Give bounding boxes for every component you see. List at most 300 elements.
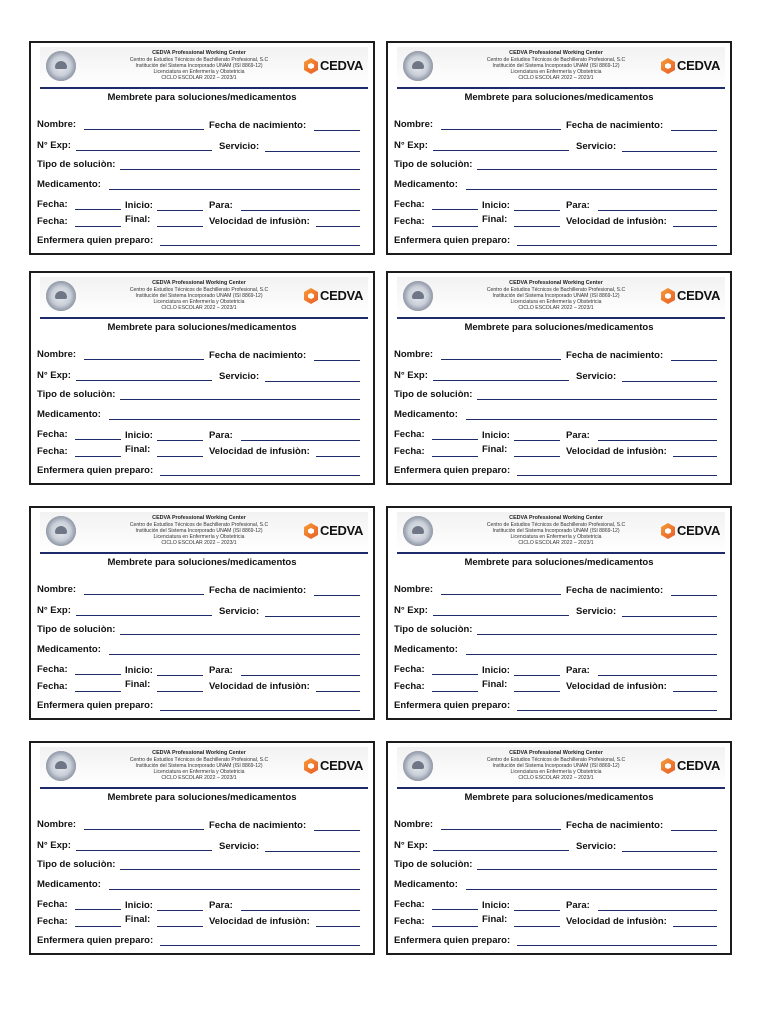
- fecha-label: Fecha:: [37, 429, 68, 440]
- servicio-field[interactable]: [265, 616, 360, 617]
- no-exp-field[interactable]: [76, 850, 212, 851]
- nombre-field[interactable]: [441, 594, 561, 595]
- velocidad-infusion-label: Velocidad de infusiòn:: [209, 446, 310, 457]
- cedva-cube-icon: [661, 758, 675, 774]
- inicio-field[interactable]: [157, 675, 203, 676]
- para-label: Para:: [566, 200, 590, 211]
- final-field[interactable]: [514, 691, 560, 692]
- institution-info: [90, 50, 308, 81]
- tipo-solucion-label: Tipo de soluciòn:: [394, 624, 473, 635]
- institution-info: [447, 515, 665, 546]
- enfermera-field[interactable]: [517, 945, 717, 946]
- final-field[interactable]: [157, 691, 203, 692]
- no-exp-field[interactable]: [433, 380, 569, 381]
- para-field[interactable]: [241, 675, 360, 676]
- para-field[interactable]: [241, 910, 360, 911]
- no-exp-label: N° Exp:: [394, 140, 428, 151]
- fecha-field[interactable]: [75, 674, 121, 675]
- inicio-label: Inicio:: [125, 900, 153, 911]
- org-line: Institución del Sistema Incorporado UNAM (ISI 8869-12): [492, 763, 620, 770]
- servicio-label: Servicio:: [576, 371, 617, 382]
- nombre-label: Nombre:: [394, 119, 434, 130]
- org-line: Centro de Estudios Técnicos de Bachillerato Profesional, S.C: [129, 522, 269, 528]
- fecha-label-2: Fecha:: [394, 681, 425, 692]
- final-field[interactable]: [514, 226, 560, 227]
- cedva-cube-icon: [304, 758, 318, 774]
- cedva-cube-icon: [304, 288, 318, 304]
- cedva-cube-icon: [304, 58, 318, 74]
- no-exp-label: N° Exp:: [37, 370, 71, 381]
- medicamento-label: Medicamento:: [37, 644, 101, 655]
- final-label: Final:: [482, 679, 508, 690]
- fecha-nacimiento-label: Fecha de nacimiento:: [566, 120, 664, 131]
- fecha-label: Fecha:: [394, 429, 425, 440]
- cedva-logo: [304, 56, 362, 78]
- card-header: [40, 47, 368, 89]
- servicio-label: Servicio:: [219, 606, 260, 617]
- enfermera-label: Enfermera quien preparo:: [394, 235, 511, 246]
- cedva-logo: [304, 286, 362, 308]
- velocidad-infusion-label: Velocidad de infusiòn:: [566, 916, 667, 927]
- fecha-field-2[interactable]: [75, 226, 121, 227]
- fecha-nacimiento-field[interactable]: [314, 595, 360, 596]
- velocidad-infusion-label: Velocidad de infusiòn:: [209, 681, 310, 692]
- medicamento-field[interactable]: [109, 889, 360, 890]
- final-label: Final:: [125, 444, 151, 455]
- no-exp-field[interactable]: [433, 615, 569, 616]
- cedva-brand-text: CEDVA: [677, 758, 721, 773]
- no-exp-label: N° Exp:: [394, 370, 428, 381]
- org-line: Centro de Estudios Técnicos de Bachillerato Profesional, S.C: [129, 757, 269, 763]
- org-line: Institución del Sistema Incorporado UNAM (ISI 8869-12): [135, 63, 263, 70]
- medicamento-field[interactable]: [466, 889, 717, 890]
- org-name: CEDVA Professional Working Center: [509, 750, 603, 756]
- fecha-nacimiento-field[interactable]: [671, 595, 717, 596]
- para-label: Para:: [566, 430, 590, 441]
- velocidad-infusion-field[interactable]: [673, 691, 717, 692]
- no-exp-field[interactable]: [433, 850, 569, 851]
- fecha-nacimiento-label: Fecha de nacimiento:: [566, 585, 664, 596]
- fecha-label: Fecha:: [37, 899, 68, 910]
- org-line: Licenciatura en Enfermería y Obstetricia: [153, 534, 245, 541]
- medicamento-field[interactable]: [109, 189, 360, 190]
- para-field[interactable]: [241, 210, 360, 211]
- org-line: CICLO ESCOLAR 2022 – 2023/1: [518, 75, 594, 82]
- fecha-nacimiento-label: Fecha de nacimiento:: [566, 820, 664, 831]
- enfermera-field[interactable]: [517, 245, 717, 246]
- org-line: Licenciatura en Enfermería y Obstetricia: [153, 69, 245, 76]
- para-label: Para:: [209, 665, 233, 676]
- cedva-logo: [661, 56, 719, 78]
- para-label: Para:: [209, 430, 233, 441]
- enfermera-label: Enfermera quien preparo:: [394, 935, 511, 946]
- velocidad-infusion-field[interactable]: [316, 226, 360, 227]
- fecha-label-2: Fecha:: [37, 216, 68, 227]
- servicio-field[interactable]: [265, 851, 360, 852]
- nombre-field[interactable]: [84, 359, 204, 360]
- servicio-field[interactable]: [265, 381, 360, 382]
- label-card: [386, 741, 732, 955]
- nombre-field[interactable]: [84, 129, 204, 130]
- nombre-field[interactable]: [441, 129, 561, 130]
- unam-seal-icon: [403, 51, 433, 81]
- medicamento-field[interactable]: [466, 654, 717, 655]
- medicamento-label: Medicamento:: [37, 409, 101, 420]
- no-exp-label: N° Exp:: [394, 840, 428, 851]
- org-line: Licenciatura en Enfermería y Obstetricia: [153, 769, 245, 776]
- inicio-label: Inicio:: [125, 200, 153, 211]
- fecha-nacimiento-label: Fecha de nacimiento:: [209, 120, 307, 131]
- velocidad-infusion-label: Velocidad de infusiòn:: [209, 916, 310, 927]
- final-label: Final:: [125, 679, 151, 690]
- no-exp-field[interactable]: [76, 150, 212, 151]
- fecha-field[interactable]: [432, 439, 478, 440]
- final-label: Final:: [482, 214, 508, 225]
- nombre-label: Nombre:: [37, 119, 77, 130]
- final-field[interactable]: [157, 456, 203, 457]
- fecha-label-2: Fecha:: [37, 916, 68, 927]
- para-label: Para:: [566, 900, 590, 911]
- cedva-logo: [304, 756, 362, 778]
- label-card: [29, 41, 375, 255]
- org-line: Licenciatura en Enfermería y Obstetricia: [153, 299, 245, 306]
- enfermera-field[interactable]: [160, 945, 360, 946]
- inicio-field[interactable]: [514, 675, 560, 676]
- nombre-field[interactable]: [441, 359, 561, 360]
- fecha-nacimiento-field[interactable]: [671, 830, 717, 831]
- inicio-field[interactable]: [514, 210, 560, 211]
- inicio-field[interactable]: [157, 440, 203, 441]
- label-card: [29, 506, 375, 720]
- org-line: CICLO ESCOLAR 2022 – 2023/1: [518, 540, 594, 547]
- para-field[interactable]: [241, 440, 360, 441]
- fecha-nacimiento-label: Fecha de nacimiento:: [209, 350, 307, 361]
- org-line: CICLO ESCOLAR 2022 – 2023/1: [161, 775, 237, 782]
- fecha-nacimiento-label: Fecha de nacimiento:: [566, 350, 664, 361]
- enfermera-label: Enfermera quien preparo:: [394, 700, 511, 711]
- tipo-solucion-label: Tipo de soluciòn:: [37, 389, 116, 400]
- final-field[interactable]: [514, 926, 560, 927]
- enfermera-field[interactable]: [517, 475, 717, 476]
- fecha-field-2[interactable]: [75, 691, 121, 692]
- nombre-field[interactable]: [441, 829, 561, 830]
- inicio-field[interactable]: [514, 910, 560, 911]
- fecha-label: Fecha:: [37, 199, 68, 210]
- no-exp-field[interactable]: [433, 150, 569, 151]
- enfermera-label: Enfermera quien preparo:: [37, 935, 154, 946]
- fecha-label: Fecha:: [394, 899, 425, 910]
- nombre-field[interactable]: [84, 829, 204, 830]
- org-line: CICLO ESCOLAR 2022 – 2023/1: [518, 305, 594, 312]
- medicamento-label: Medicamento:: [394, 179, 458, 190]
- fecha-label-2: Fecha:: [394, 916, 425, 927]
- servicio-field[interactable]: [622, 151, 717, 152]
- inicio-field[interactable]: [157, 910, 203, 911]
- cedva-logo: [661, 756, 719, 778]
- unam-seal-icon: [403, 281, 433, 311]
- fecha-label: Fecha:: [37, 664, 68, 675]
- cedva-brand-text: CEDVA: [320, 288, 364, 303]
- no-exp-label: N° Exp:: [37, 605, 71, 616]
- card-header: [40, 747, 368, 789]
- org-name: CEDVA Professional Working Center: [152, 515, 246, 521]
- inicio-label: Inicio:: [482, 430, 510, 441]
- institution-info: [90, 750, 308, 781]
- fecha-label-2: Fecha:: [37, 681, 68, 692]
- tipo-solucion-field[interactable]: [477, 169, 717, 170]
- tipo-solucion-field[interactable]: [120, 634, 360, 635]
- servicio-label: Servicio:: [219, 841, 260, 852]
- inicio-label: Inicio:: [125, 430, 153, 441]
- cedva-brand-text: CEDVA: [320, 523, 364, 538]
- label-card: [386, 506, 732, 720]
- enfermera-field[interactable]: [517, 710, 717, 711]
- org-line: Licenciatura en Enfermería y Obstetricia: [510, 769, 602, 776]
- servicio-field[interactable]: [622, 851, 717, 852]
- servicio-field[interactable]: [265, 151, 360, 152]
- no-exp-field[interactable]: [76, 380, 212, 381]
- fecha-label-2: Fecha:: [37, 446, 68, 457]
- nombre-label: Nombre:: [37, 584, 77, 595]
- para-label: Para:: [209, 900, 233, 911]
- org-line: Institución del Sistema Incorporado UNAM (ISI 8869-12): [135, 528, 263, 535]
- fecha-label-2: Fecha:: [394, 216, 425, 227]
- enfermera-label: Enfermera quien preparo:: [37, 235, 154, 246]
- medicamento-label: Medicamento:: [394, 644, 458, 655]
- form-title: Membrete para soluciones/medicamentos: [464, 792, 654, 803]
- card-header: [397, 277, 725, 319]
- fecha-nacimiento-field[interactable]: [314, 830, 360, 831]
- velocidad-infusion-field[interactable]: [316, 926, 360, 927]
- org-name: CEDVA Professional Working Center: [509, 280, 603, 286]
- tipo-solucion-field[interactable]: [477, 869, 717, 870]
- servicio-field[interactable]: [622, 616, 717, 617]
- fecha-label-2: Fecha:: [394, 446, 425, 457]
- org-line: Centro de Estudios Técnicos de Bachillerato Profesional, S.C: [129, 287, 269, 293]
- org-name: CEDVA Professional Working Center: [509, 50, 603, 56]
- tipo-solucion-label: Tipo de soluciòn:: [37, 859, 116, 870]
- inicio-field[interactable]: [514, 440, 560, 441]
- velocidad-infusion-field[interactable]: [673, 226, 717, 227]
- org-line: Licenciatura en Enfermería y Obstetricia: [510, 534, 602, 541]
- label-card: [386, 271, 732, 485]
- enfermera-field[interactable]: [160, 475, 360, 476]
- medicamento-field[interactable]: [109, 419, 360, 420]
- enfermera-label: Enfermera quien preparo:: [37, 700, 154, 711]
- inicio-field[interactable]: [157, 210, 203, 211]
- fecha-field-2[interactable]: [432, 226, 478, 227]
- inicio-label: Inicio:: [482, 900, 510, 911]
- fecha-field[interactable]: [432, 209, 478, 210]
- final-label: Final:: [125, 214, 151, 225]
- fecha-field[interactable]: [75, 909, 121, 910]
- medicamento-label: Medicamento:: [37, 879, 101, 890]
- fecha-field-2[interactable]: [432, 456, 478, 457]
- final-label: Final:: [125, 914, 151, 925]
- unam-seal-icon: [403, 751, 433, 781]
- card-header: [397, 512, 725, 554]
- enfermera-field[interactable]: [160, 710, 360, 711]
- fecha-nacimiento-field[interactable]: [671, 130, 717, 131]
- form-title: Membrete para soluciones/medicamentos: [107, 92, 297, 103]
- org-line: Centro de Estudios Técnicos de Bachillerato Profesional, S.C: [486, 522, 626, 528]
- org-line: CICLO ESCOLAR 2022 – 2023/1: [161, 75, 237, 82]
- fecha-field-2[interactable]: [75, 456, 121, 457]
- org-line: Centro de Estudios Técnicos de Bachillerato Profesional, S.C: [486, 57, 626, 63]
- velocidad-infusion-label: Velocidad de infusiòn:: [209, 216, 310, 227]
- velocidad-infusion-field[interactable]: [673, 456, 717, 457]
- org-line: Licenciatura en Enfermería y Obstetricia: [510, 69, 602, 76]
- fecha-nacimiento-field[interactable]: [314, 360, 360, 361]
- label-card: [386, 41, 732, 255]
- org-line: Institución del Sistema Incorporado UNAM (ISI 8869-12): [492, 528, 620, 535]
- tipo-solucion-label: Tipo de soluciòn:: [394, 159, 473, 170]
- institution-info: [90, 515, 308, 546]
- para-field[interactable]: [598, 440, 717, 441]
- cedva-cube-icon: [304, 523, 318, 539]
- tipo-solucion-label: Tipo de soluciòn:: [394, 859, 473, 870]
- tipo-solucion-field[interactable]: [477, 399, 717, 400]
- org-line: Centro de Estudios Técnicos de Bachillerato Profesional, S.C: [486, 287, 626, 293]
- servicio-label: Servicio:: [576, 606, 617, 617]
- institution-info: [447, 280, 665, 311]
- org-line: CICLO ESCOLAR 2022 – 2023/1: [161, 305, 237, 312]
- fecha-field[interactable]: [432, 909, 478, 910]
- cedva-brand-text: CEDVA: [677, 288, 721, 303]
- enfermera-label: Enfermera quien preparo:: [37, 465, 154, 476]
- tipo-solucion-field[interactable]: [477, 634, 717, 635]
- velocidad-infusion-field[interactable]: [316, 456, 360, 457]
- servicio-label: Servicio:: [576, 141, 617, 152]
- org-line: Centro de Estudios Técnicos de Bachillerato Profesional, S.C: [486, 757, 626, 763]
- fecha-label: Fecha:: [394, 664, 425, 675]
- medicamento-label: Medicamento:: [37, 179, 101, 190]
- label-card: [29, 741, 375, 955]
- inicio-label: Inicio:: [482, 200, 510, 211]
- org-name: CEDVA Professional Working Center: [152, 750, 246, 756]
- cedva-brand-text: CEDVA: [320, 58, 364, 73]
- cedva-brand-text: CEDVA: [677, 523, 721, 538]
- form-title: Membrete para soluciones/medicamentos: [107, 557, 297, 568]
- no-exp-label: N° Exp:: [37, 140, 71, 151]
- form-title: Membrete para soluciones/medicamentos: [107, 322, 297, 333]
- velocidad-infusion-label: Velocidad de infusiòn:: [566, 446, 667, 457]
- velocidad-infusion-label: Velocidad de infusiòn:: [566, 216, 667, 227]
- form-title: Membrete para soluciones/medicamentos: [107, 792, 297, 803]
- velocidad-infusion-field[interactable]: [316, 691, 360, 692]
- servicio-label: Servicio:: [219, 371, 260, 382]
- final-field[interactable]: [514, 456, 560, 457]
- org-line: Institución del Sistema Incorporado UNAM (ISI 8869-12): [492, 293, 620, 300]
- nombre-label: Nombre:: [37, 349, 77, 360]
- cedva-brand-text: CEDVA: [320, 758, 364, 773]
- tipo-solucion-label: Tipo de soluciòn:: [37, 159, 116, 170]
- fecha-field-2[interactable]: [75, 926, 121, 927]
- final-field[interactable]: [157, 226, 203, 227]
- unam-seal-icon: [46, 751, 76, 781]
- servicio-label: Servicio:: [576, 841, 617, 852]
- fecha-field[interactable]: [75, 439, 121, 440]
- cedva-brand-text: CEDVA: [677, 58, 721, 73]
- tipo-solucion-field[interactable]: [120, 869, 360, 870]
- para-label: Para:: [209, 200, 233, 211]
- org-line: CICLO ESCOLAR 2022 – 2023/1: [161, 540, 237, 547]
- velocidad-infusion-label: Velocidad de infusiòn:: [566, 681, 667, 692]
- para-field[interactable]: [598, 910, 717, 911]
- form-title: Membrete para soluciones/medicamentos: [464, 557, 654, 568]
- tipo-solucion-label: Tipo de soluciòn:: [37, 624, 116, 635]
- fecha-nacimiento-label: Fecha de nacimiento:: [209, 585, 307, 596]
- institution-info: [90, 280, 308, 311]
- fecha-nacimiento-label: Fecha de nacimiento:: [209, 820, 307, 831]
- velocidad-infusion-field[interactable]: [673, 926, 717, 927]
- card-header: [40, 277, 368, 319]
- medicamento-label: Medicamento:: [394, 409, 458, 420]
- tipo-solucion-label: Tipo de soluciòn:: [394, 389, 473, 400]
- no-exp-field[interactable]: [76, 615, 212, 616]
- card-header: [40, 512, 368, 554]
- fecha-field-2[interactable]: [432, 926, 478, 927]
- fecha-field[interactable]: [432, 674, 478, 675]
- form-title: Membrete para soluciones/medicamentos: [464, 322, 654, 333]
- final-field[interactable]: [157, 926, 203, 927]
- institution-info: [447, 50, 665, 81]
- fecha-field-2[interactable]: [432, 691, 478, 692]
- label-card: [29, 271, 375, 485]
- no-exp-label: N° Exp:: [394, 605, 428, 616]
- nombre-label: Nombre:: [394, 584, 434, 595]
- fecha-label: Fecha:: [394, 199, 425, 210]
- final-label: Final:: [482, 914, 508, 925]
- org-line: CICLO ESCOLAR 2022 – 2023/1: [518, 775, 594, 782]
- nombre-label: Nombre:: [37, 819, 77, 830]
- form-title: Membrete para soluciones/medicamentos: [464, 92, 654, 103]
- para-field[interactable]: [598, 210, 717, 211]
- unam-seal-icon: [46, 281, 76, 311]
- cedva-cube-icon: [661, 523, 675, 539]
- para-field[interactable]: [598, 675, 717, 676]
- institution-info: [447, 750, 665, 781]
- servicio-field[interactable]: [622, 381, 717, 382]
- cedva-logo: [661, 286, 719, 308]
- enfermera-label: Enfermera quien preparo:: [394, 465, 511, 476]
- fecha-nacimiento-field[interactable]: [314, 130, 360, 131]
- para-label: Para:: [566, 665, 590, 676]
- tipo-solucion-field[interactable]: [120, 169, 360, 170]
- medicamento-field[interactable]: [466, 189, 717, 190]
- final-label: Final:: [482, 444, 508, 455]
- fecha-nacimiento-field[interactable]: [671, 360, 717, 361]
- enfermera-field[interactable]: [160, 245, 360, 246]
- inicio-label: Inicio:: [125, 665, 153, 676]
- medicamento-field[interactable]: [466, 419, 717, 420]
- unam-seal-icon: [46, 51, 76, 81]
- card-header: [397, 47, 725, 89]
- medicamento-field[interactable]: [109, 654, 360, 655]
- unam-seal-icon: [46, 516, 76, 546]
- org-line: Institución del Sistema Incorporado UNAM (ISI 8869-12): [492, 63, 620, 70]
- servicio-label: Servicio:: [219, 141, 260, 152]
- cedva-cube-icon: [661, 58, 675, 74]
- tipo-solucion-field[interactable]: [120, 399, 360, 400]
- fecha-field[interactable]: [75, 209, 121, 210]
- org-line: Centro de Estudios Técnicos de Bachillerato Profesional, S.C: [129, 57, 269, 63]
- card-header: [397, 747, 725, 789]
- nombre-label: Nombre:: [394, 819, 434, 830]
- org-line: Institución del Sistema Incorporado UNAM (ISI 8869-12): [135, 763, 263, 770]
- nombre-field[interactable]: [84, 594, 204, 595]
- cedva-cube-icon: [661, 288, 675, 304]
